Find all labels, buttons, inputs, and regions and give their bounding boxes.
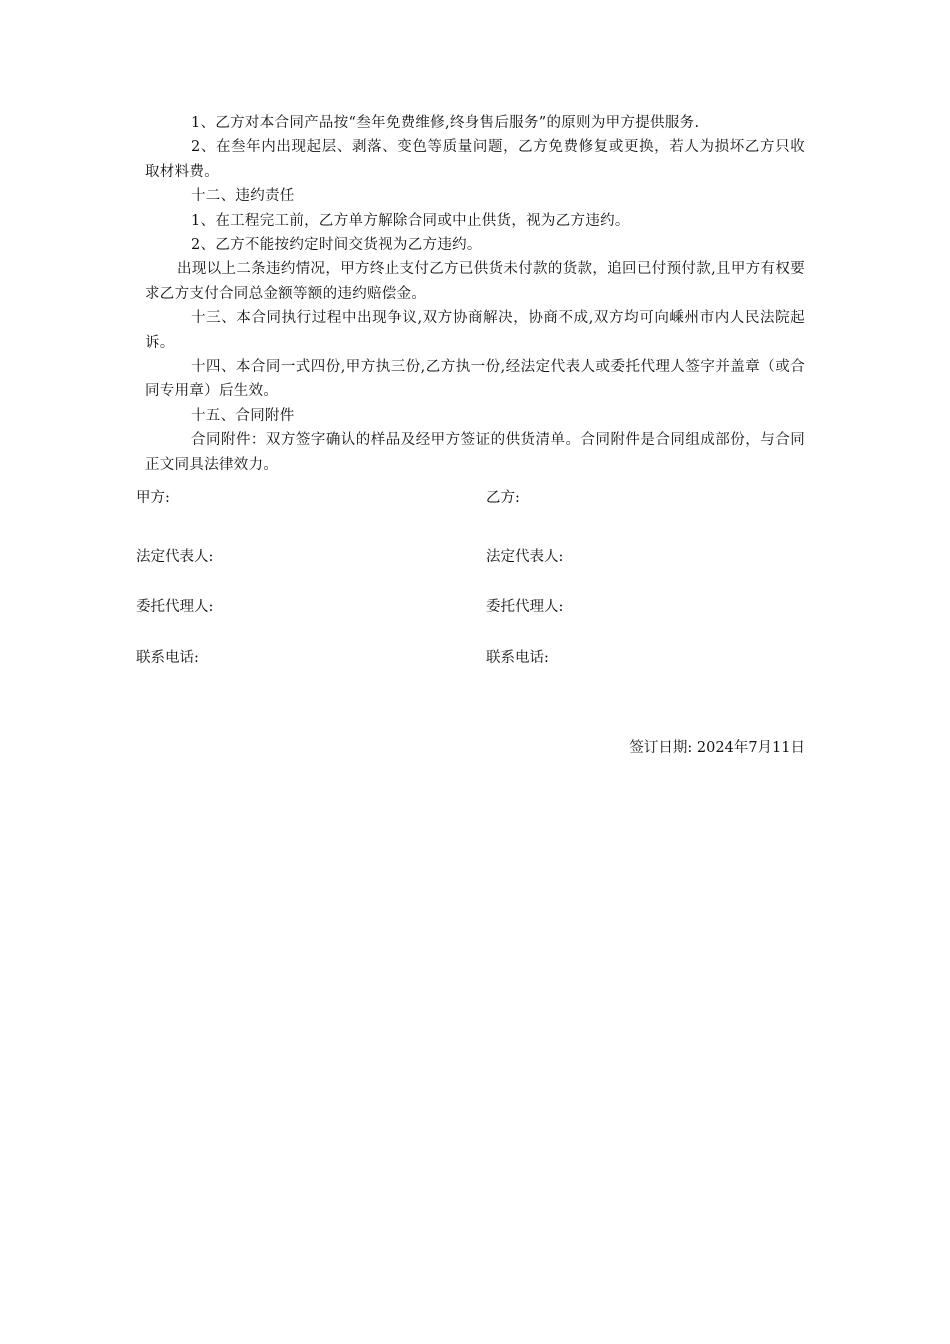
party-a-label: 甲方: <box>136 490 170 506</box>
phone-b-label: 联系电话: <box>486 650 549 666</box>
section-heading-annex: 十五、合同附件 <box>191 407 295 424</box>
paragraph-copies: 十四、本合同一式四份,甲方执三份,乙方执一份,经法定代表人或委托代理人签字并盖章（或合同专用章）后生效。 <box>145 359 805 400</box>
paragraph-annex: 合同附件：双方签字确认的样品及经甲方签证的供货清单。合同附件是合同组成部份，与合同正文同具法律效力。 <box>145 432 805 473</box>
paragraph-warranty-1: 1、乙方对本合同产品按“叁年免费维修,终身售后服务”的原则为甲方提供服务. <box>191 115 700 131</box>
signature-row-phone <box>136 646 816 670</box>
paragraph-warranty-2: 2、在叁年内出现起层、剥落、变色等质量问题，乙方免费修复或更换，若人为损坏乙方只收取材料费。 <box>145 139 805 180</box>
legal-rep-b-label: 法定代表人: <box>486 549 564 565</box>
signature-row-party <box>136 486 816 510</box>
party-b-label: 乙方: <box>486 490 520 506</box>
paragraph-breach-1: 1、在工程完工前，乙方单方解除合同或中止供货，视为乙方违约。 <box>191 212 630 229</box>
section-heading-breach: 十二、违约责任 <box>191 188 295 205</box>
sign-date: 签订日期: 2024年7月11日 <box>629 740 805 756</box>
paragraph-dispute: 十三、本合同执行过程中出现争议,双方协商解决，协商不成,双方均可向嵊州市内人民法院起诉。 <box>145 310 805 351</box>
signature-row-agent <box>136 595 816 619</box>
signature-row-legal-rep <box>136 545 816 569</box>
agent-a-label: 委托代理人: <box>136 599 214 615</box>
phone-a-label: 联系电话: <box>136 650 199 666</box>
legal-rep-a-label: 法定代表人: <box>136 549 214 565</box>
agent-b-label: 委托代理人: <box>486 599 564 615</box>
paragraph-breach-2: 2、乙方不能按约定时间交货视为乙方违约。 <box>191 237 482 254</box>
paragraph-breach-consequence: 出现以上二条违约情况，甲方终止支付乙方已供货未付款的货款，追回已付预付款,且甲方有权要求乙方支付合同总金额等额的违约赔偿金。 <box>145 261 805 302</box>
contract-body <box>145 111 805 477</box>
